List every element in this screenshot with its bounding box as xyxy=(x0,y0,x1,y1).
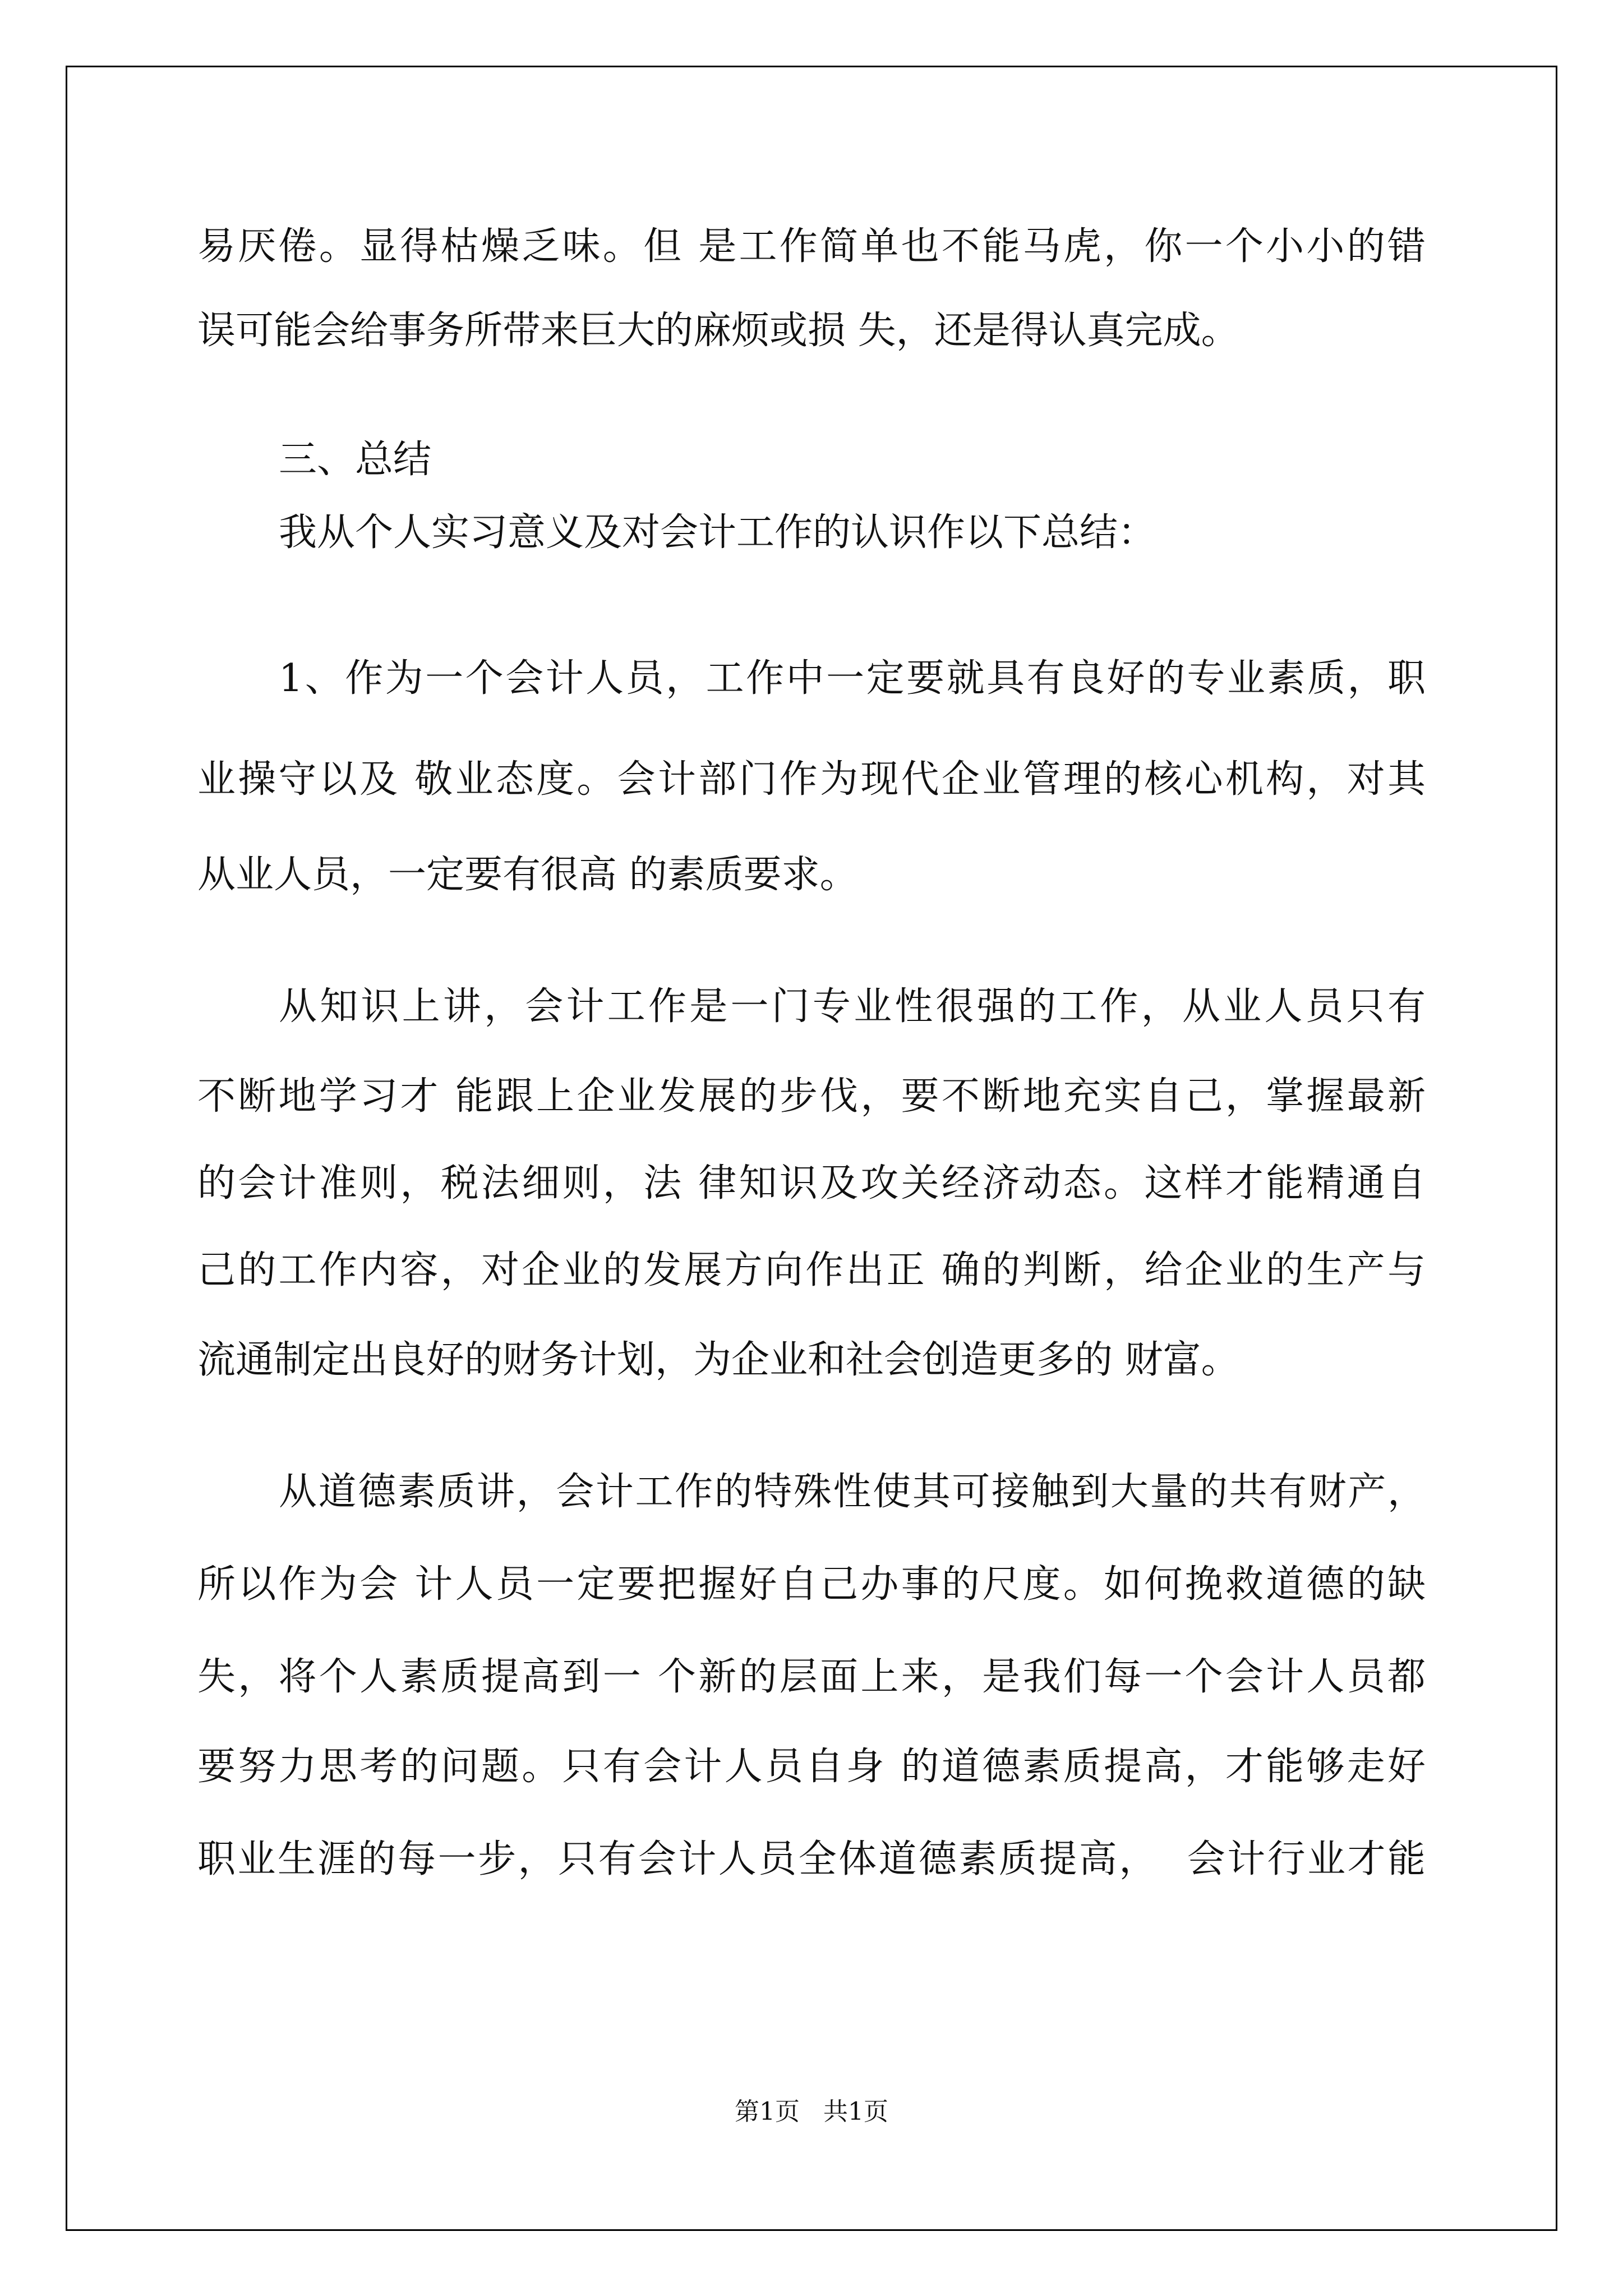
text-line: 的会计准则，税法细则，法 律知识及攻关经济动态。这样才能精通自 xyxy=(197,1161,1426,1205)
page-border xyxy=(66,66,1557,2231)
text-line: 从知识上讲，会计工作是一门专业性很强的工作，从业人员只有 xyxy=(279,984,1426,1029)
section-heading: 三、总结 xyxy=(279,438,432,482)
text-line: 要努力思考的问题。只有会计人员自身 的道德素质提高，才能够走好 xyxy=(197,1745,1426,1789)
text-line: 不断地学习才 能跟上企业发展的步伐，要不断地充实自己，掌握最新 xyxy=(197,1074,1426,1119)
text-line: 失，将个人素质提高到一 个新的层面上来，是我们每一个会计人员都 xyxy=(197,1655,1426,1699)
text-line: 职业生涯的每一步，只有会计人员全体道德素质提高， 会计行业才能 xyxy=(197,1837,1426,1881)
text-line: 误可能会给事务所带来巨大的麻烦或损 失，还是得认真完成。 xyxy=(197,309,1239,353)
text-line: 我从个人实习意义及对会计工作的认识作以下总结： xyxy=(279,510,1156,555)
text-line: 从业人员，一定要有很高 的素质要求。 xyxy=(197,853,858,897)
text-line: 从道德素质讲，会计工作的特殊性使其可接触到大量的共有财产， xyxy=(279,1470,1426,1514)
text-line: 所以作为会 计人员一定要把握好自己办事的尺度。如何挽救道德的缺 xyxy=(197,1562,1426,1607)
page-footer: 第1页 共1页 xyxy=(735,2097,888,2126)
text-line: 1、作为一个会计人员，工作中一定要就具有良好的专业素质，职 xyxy=(279,656,1426,701)
text-line: 己的工作内容，对企业的发展方向作出正 确的判断，给企业的生产与 xyxy=(197,1248,1426,1292)
text-line: 业操守以及 敬业态度。会计部门作为现代企业管理的核心机构，对其 xyxy=(197,757,1426,802)
text-line: 易厌倦。显得枯燥乏味。但 是工作简单也不能马虎，你一个小小的错 xyxy=(197,224,1426,269)
text-line: 流通制定出良好的财务计划，为企业和社会创造更多的 财富。 xyxy=(197,1338,1239,1382)
